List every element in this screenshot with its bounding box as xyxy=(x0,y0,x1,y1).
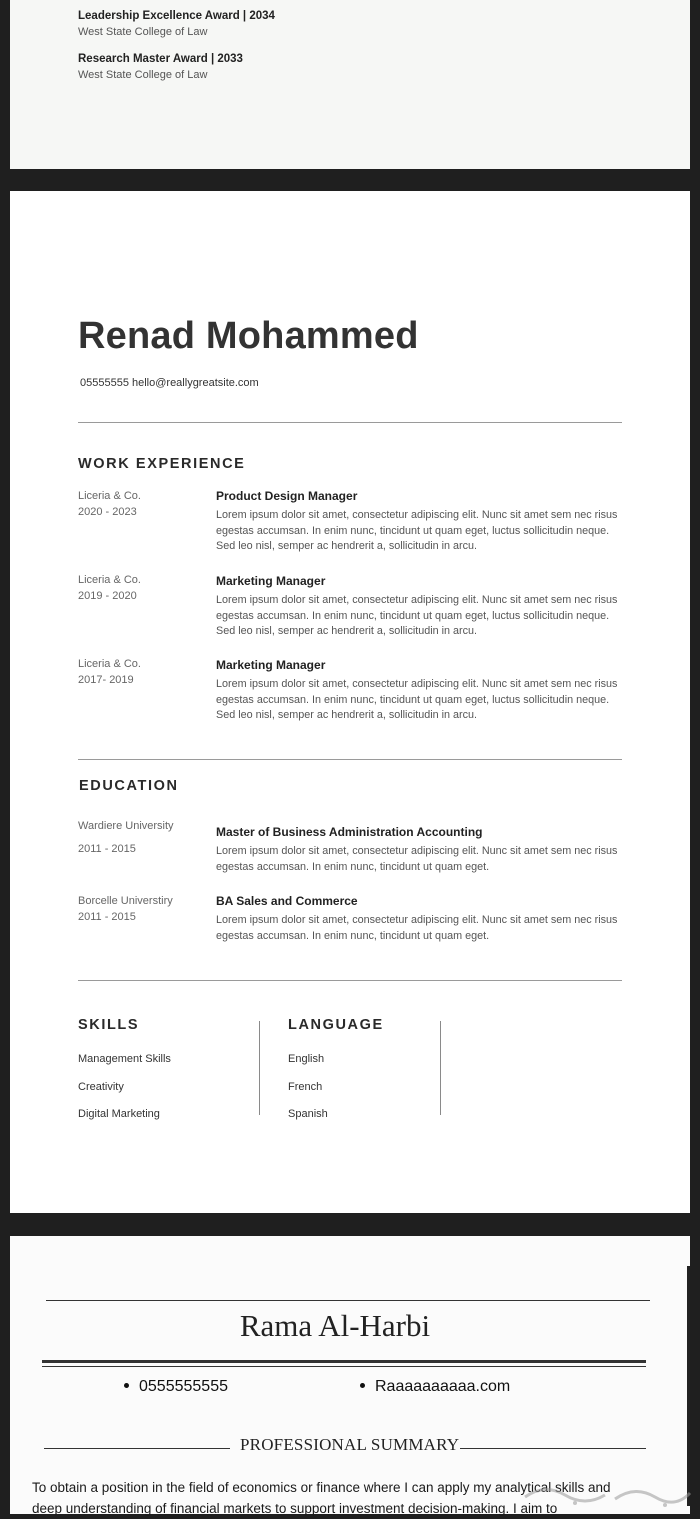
list-item: French xyxy=(288,1080,323,1093)
work-company-dates xyxy=(78,656,141,688)
work-company-dates xyxy=(78,488,141,520)
resume-name: Renad Mohammed xyxy=(78,315,419,357)
website-contact xyxy=(360,1378,510,1396)
scrollbar[interactable] xyxy=(687,1266,690,1506)
education-dates: 2011 - 2015 xyxy=(78,911,136,923)
work-dates: 2020 - 2023 xyxy=(78,506,137,518)
work-entry xyxy=(216,574,626,640)
professional-summary-heading: PROFESSIONAL SUMMARY xyxy=(240,1435,460,1454)
resume-name: Rama Al-Harbi xyxy=(239,1308,431,1343)
top-rule xyxy=(46,1300,650,1301)
work-role: Product Design Manager xyxy=(216,489,358,503)
work-company: Liceria & Co. xyxy=(78,490,141,502)
work-role: Marketing Manager xyxy=(216,658,326,672)
language-list xyxy=(288,1053,328,1136)
work-company: Liceria & Co. xyxy=(78,658,141,670)
heading-rule-right xyxy=(460,1448,646,1449)
education-school-dates xyxy=(78,818,174,857)
heading-rule-left xyxy=(44,1448,230,1449)
award-school: West State College of Law xyxy=(78,26,208,38)
name-rule-thick xyxy=(42,1360,646,1363)
work-company-dates xyxy=(78,572,141,604)
work-entry xyxy=(216,489,626,555)
resume-page-1 xyxy=(10,0,690,169)
resume-contact: 05555555 hello@reallygreatsite.com xyxy=(80,377,259,389)
phone-contact xyxy=(124,1378,228,1396)
award-item xyxy=(78,10,275,38)
work-company: Liceria & Co. xyxy=(78,574,141,586)
watermark-logo-icon xyxy=(515,1479,695,1509)
divider xyxy=(78,759,622,760)
bullet-icon xyxy=(124,1383,129,1388)
work-experience-heading: WORK EXPERIENCE xyxy=(78,456,246,472)
list-item: Spanish xyxy=(288,1108,328,1120)
skills-heading: SKILLS xyxy=(78,1017,140,1033)
work-dates: 2019 - 2020 xyxy=(78,590,137,602)
education-degree: BA Sales and Commerce xyxy=(216,894,358,908)
work-entry xyxy=(216,658,626,724)
award-school: West State College of Law xyxy=(78,69,208,81)
professional-summary-text: To obtain a position in the field of economics or finance where I can apply my analytical skills and deep understanding of financial markets to support investment decision-making. I aim to xyxy=(32,1480,611,1516)
list-item: English xyxy=(288,1053,325,1065)
education-school-dates xyxy=(78,893,173,925)
award-title: Leadership Excellence Award | 2034 xyxy=(78,10,275,22)
list-item: Digital Marketing xyxy=(78,1108,160,1120)
award-item xyxy=(78,53,243,81)
list-item: Creativity xyxy=(78,1080,124,1093)
education-entry xyxy=(216,894,626,944)
language-heading: LANGUAGE xyxy=(288,1017,384,1033)
skills-list xyxy=(78,1053,171,1136)
work-dates: 2017- 2019 xyxy=(78,674,134,686)
education-description: Lorem ipsum dolor sit amet, consectetur adipiscing elit. Nunc sit amet sem nec risus egestas accumsan. In enim nunc, tincidunt ut quam eget. xyxy=(216,914,618,942)
education-heading: EDUCATION xyxy=(79,778,179,794)
work-description: Lorem ipsum dolor sit amet, consectetur adipiscing elit. Nunc sit amet sem nec risus egestas accumsan. In enim nunc, tincidunt ut quam eget, luctus sollicitudin neque. Sed leo nisl, semper ac hendrerit a, sollicitudin in arcu. xyxy=(216,509,618,552)
education-entry xyxy=(216,825,626,875)
website: Raaaaaaaaaa.com xyxy=(375,1378,511,1395)
resume-page-3 xyxy=(10,1236,690,1514)
education-school: Borcelle Universtiry xyxy=(78,895,173,907)
education-dates: 2011 - 2015 xyxy=(78,843,136,855)
divider xyxy=(78,980,622,981)
education-school: Wardiere University xyxy=(78,820,174,832)
name-rule-thin xyxy=(42,1366,646,1367)
phone-number: 0555555555 xyxy=(139,1378,228,1395)
work-role: Marketing Manager xyxy=(216,574,326,588)
education-description: Lorem ipsum dolor sit amet, consectetur adipiscing elit. Nunc sit amet sem nec risus egestas accumsan. In enim nunc, tincidunt ut quam eget. xyxy=(216,845,618,873)
column-divider xyxy=(440,1021,441,1115)
work-description: Lorem ipsum dolor sit amet, consectetur adipiscing elit. Nunc sit amet sem nec risus egestas accumsan. In enim nunc, tincidunt ut quam eget, luctus sollicitudin neque. Sed leo nisl, semper ac hendrerit a, sollicitudin in arcu. xyxy=(216,678,618,721)
resume-page-2 xyxy=(10,191,690,1213)
column-divider xyxy=(259,1021,260,1115)
education-degree: Master of Business Administration Accounting xyxy=(216,825,483,839)
list-item: Management Skills xyxy=(78,1053,171,1065)
work-description: Lorem ipsum dolor sit amet, consectetur adipiscing elit. Nunc sit amet sem nec risus egestas accumsan. In enim nunc, tincidunt ut quam eget, luctus sollicitudin neque. Sed leo nisl, semper ac hendrerit a, sollicitudin in arcu. xyxy=(216,594,618,637)
award-title: Research Master Award | 2033 xyxy=(78,53,243,65)
bullet-icon xyxy=(360,1383,365,1388)
divider xyxy=(78,422,622,423)
